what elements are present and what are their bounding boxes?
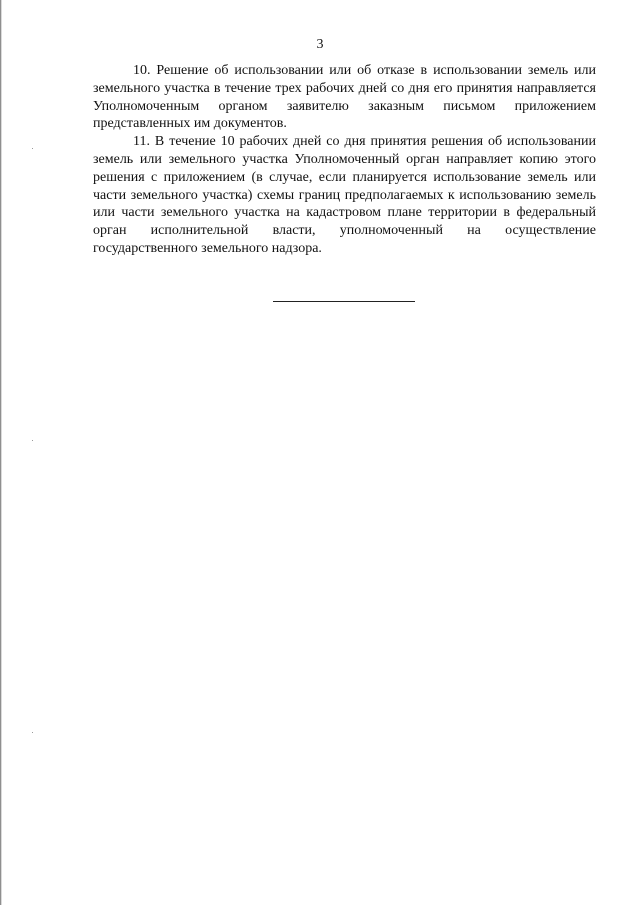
scan-speck [32, 732, 33, 733]
scan-speck [32, 148, 33, 149]
paragraph-11: 11. В течение 10 рабочих дней со дня принятия решения об использовании земель или земельного участка Уполномоченный орган направляет копию этого решения с приложением (в случае, если планируется использование земель или части земельного участка) схемы границ предполагаемых к использованию земель или части земельного участка на кадастровом плане территории в федеральный орган исполнительной власти, уполномоченный на осуществление государственного земельного надзора. [93, 134, 596, 256]
document-body [93, 62, 596, 258]
closing-rule [273, 301, 415, 302]
scan-edge [0, 0, 2, 905]
scan-speck [32, 440, 33, 441]
page-number: 3 [316, 37, 324, 52]
paragraph-10: 10. Решение об использовании или об отказе в использовании земель или земельного участка в течение трех рабочих дней со дня его принятия направляется Уполномоченным органом заявителю заказным письмом приложением представленных им документов. [93, 63, 596, 132]
